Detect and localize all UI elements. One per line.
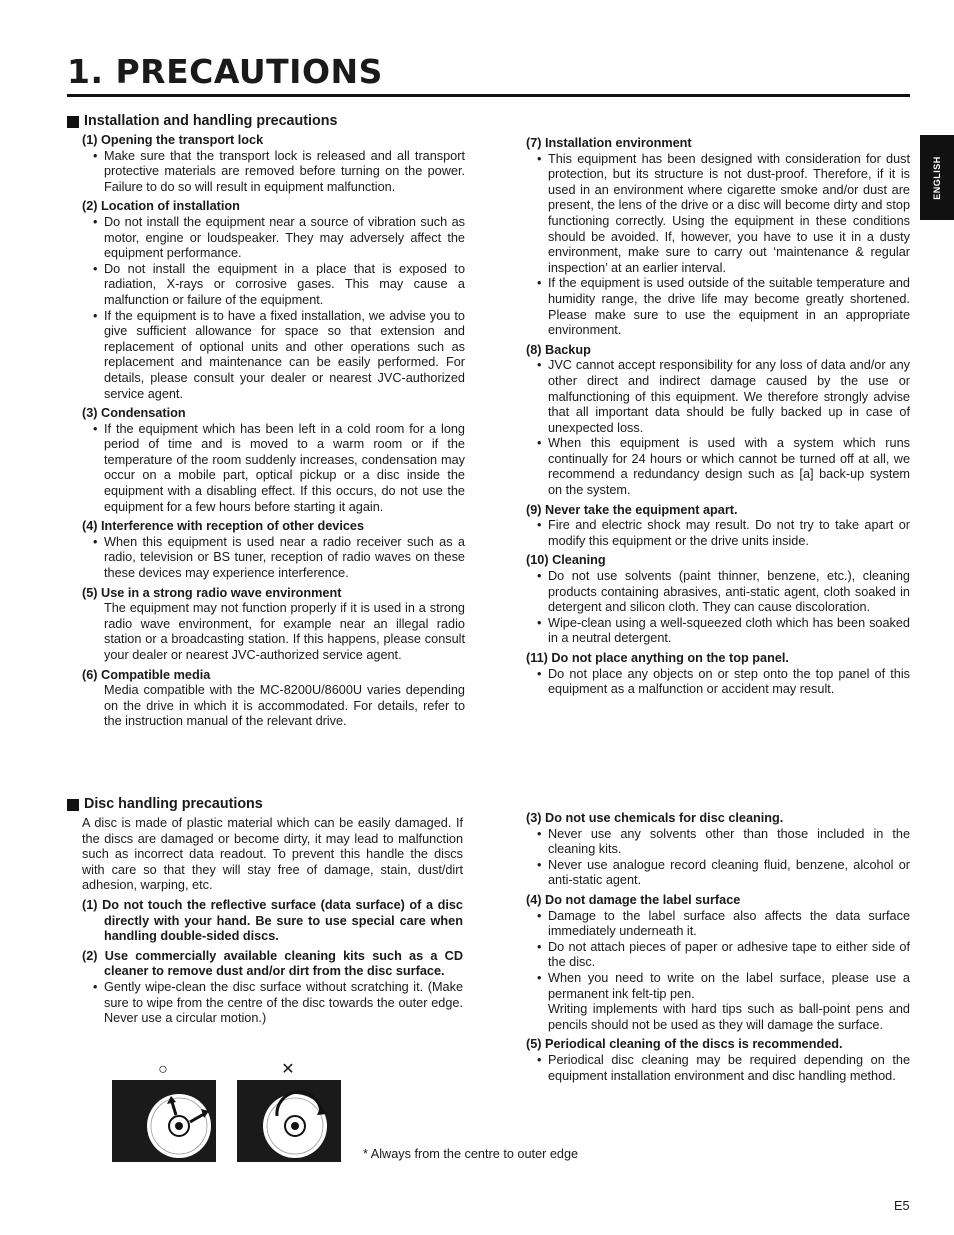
disc-intro: A disc is made of plastic material which can be easily damaged. If the discs are damaged or become dirty, it may lead to malfunction such as incorrect data readout. To prevent this handle the discs with care so that they will stay free of damage, stain, dust/dirt adhesion, warping, etc.: [82, 816, 463, 893]
installation-left-column: [82, 113, 465, 734]
list-item: • If the equipment is used outside of the suitable temperature and humidity range, the drive life may become greatly shortened. Please make sure to use the equipment in an appropriate environment.: [548, 276, 910, 338]
list-item: • Do not install the equipment near a source of vibration such as motor, engine or loudspeaker. They may adversely affect the equipment performance.: [104, 215, 465, 262]
item-cleaning: (10) Cleaning • Do not use solvents (paint thinner, benzene, etc.), cleaning products containing abrasives, anti-static agent, cloth soaked in detergent and silicon cloth. They can cause discoloration. • Wipe-clean using a well-squeezed cloth which has been soaked in a neutral detergent.: [526, 553, 910, 647]
wrong-symbol: ✕: [281, 1061, 295, 1078]
square-bullet-icon: [67, 116, 79, 128]
figure-caption: * Always from the centre to outer edge: [363, 1147, 579, 1161]
list-item: • Never use any solvents other than those included in the cleaning kits.: [548, 827, 910, 858]
language-tab: [920, 135, 954, 220]
square-bullet-icon: [67, 799, 79, 811]
disc-item-no-chemicals: (3) Do not use chemicals for disc cleaning. • Never use any solvents other than those included in the cleaning kits. • Never use analogue record cleaning fluid, benzene, alcohol or anti-static agent.: [526, 811, 910, 889]
list-item: • Do not place any objects on or step onto the top panel of this equipment as a malfunction or accident may result.: [548, 667, 910, 698]
list-item: • When this equipment is used near a radio receiver such as a radio, television or BS tuner, reception of radio waves on these these devices may experience interference.: [104, 535, 465, 582]
list-item: • Never use analogue record cleaning fluid, benzene, alcohol or anti-static agent.: [548, 858, 910, 889]
disc-circular-wipe-icon: [237, 1080, 341, 1162]
item-backup: (8) Backup • JVC cannot accept responsibility for any loss of data and/or any other direct and indirect damage caused by the use or malfunctioning of this equipment. We therefore strongly advise that all important data should be fully backed up in case of unexpected loss. • When this equipment is used with a system which runs continually for 24 hours or which cannot be turned off at all, we recommend a redundancy design such as [a] back-up system on the system.: [526, 343, 910, 499]
disc-item-periodical-cleaning: (5) Periodical cleaning of the discs is recommended. • Periodical disc cleaning may be required depending on the equipment installation environment and disc handling method.: [526, 1037, 910, 1084]
item-compatible-media: (6) Compatible media Media compatible with the MC-8200U/8600U varies depending on the drive in which it is accommodated. For details, refer to the instruction manual of the relevant drive.: [82, 667, 465, 729]
list-item: • This equipment has been designed with consideration for dust protection, but its structure is not dust-proof. Therefore, if it is used in an environment where cigarette smoke and/or dust are present, the lens of the drive or a disc will become dirty and stop functioning correctly. Using the equipment in these conditions should be avoided. If, however, you have to use it in a dusty environment, make sure to carry out ‘maintenance & regular inspection’ at an earlier interval.: [548, 152, 910, 277]
page-number: E5: [894, 1199, 910, 1213]
item-installation-environment: (7) Installation environment • This equipment has been designed with consideration for dust protection, but its structure is not dust-proof. Therefore, if it is used in an environment where cigarette smoke and/or dust are present, the lens of the drive or a disc will become dirty and stop functioning correctly. Using the equipment in these conditions should be avoided. If, however, you have to use it in a dusty environment, make sure to carry out ‘maintenance & regular inspection’ at an earlier interval. • If the equipment is used outside of the suitable temperature and humidity range, the drive life may become greatly shortened. Please make sure to use the equipment in an appropriate environment.: [526, 136, 910, 339]
item-interference: (4) Interference with reception of other devices • When this equipment is used near a radio receiver such as a radio, television or BS tuner, reception of radio waves on these these devices may experience interference.: [82, 519, 465, 581]
list-item: • When this equipment is used with a system which runs continually for 24 hours or which cannot be turned off at all, we recommend a redundancy design such as [a] back-up system on the system.: [548, 436, 910, 498]
list-item: • Do not attach pieces of paper or adhesive tape to either side of the disc.: [548, 940, 910, 971]
wrong-wiping-illustration: [237, 1080, 341, 1162]
disc-item-cleaning-kits: (2) Use commercially available cleaning kits such as a CD cleaner to remove dust and/or dirt from the disc surface. • Gently wipe-clean the disc surface without scratching it. (Make sure to wipe from the centre of the disc towards the outer edge. Never use a circular motion.): [82, 949, 463, 1027]
list-item: • Wipe-clean using a well-squeezed cloth which has been soaked in a neutral detergent.: [548, 616, 910, 647]
item-condensation: (3) Condensation • If the equipment which has been left in a cold room for a long period of time and is moved to a warm room or if the temperature of the room suddenly increases, condensation may occur on a mobile part, optical pickup or a disc inside the equipment with a disabling effect. If this occurs, do not use the equipment for a few hours before starting it again.: [82, 406, 465, 515]
list-item: • Periodical disc cleaning may be required depending on the equipment installation environment and disc handling method.: [548, 1053, 910, 1084]
list-item: • Damage to the label surface also affects the data surface immediately underneath it.: [548, 909, 910, 940]
item-radio-wave: (5) Use in a strong radio wave environment The equipment may not function properly if it is used in a strong radio wave environment, for example near an illegal radio station or a broadcasting station. If this happens, please consult your dealer or nearest JVC-authorized service agent.: [82, 585, 465, 662]
title-rule: [67, 94, 910, 97]
page-title: 1. PRECAUTIONS: [67, 52, 383, 91]
correct-symbol: ○: [158, 1061, 168, 1078]
list-item: • If the equipment is to have a fixed installation, we advise you to give sufficient allowance for space so that extension and replacement of optional units and other operations such as replacement and maintenance can be easily performed. For details, please consult your dealer or nearest JVC-authorized service agent.: [104, 309, 465, 403]
list-item: • Make sure that the transport lock is released and all transport protective materials are removed before turning on the power. Failure to do so will result in equipment malfunction.: [104, 149, 465, 196]
label-surface-note: Writing implements with hard tips such as ball-point pens and pencils should not be used as they will damage the surface.: [548, 1002, 910, 1032]
item-location: (2) Location of installation • Do not install the equipment near a source of vibration such as motor, engine or loudspeaker. They may adversely affect the equipment performance. • Do not install the equipment in a place that is exposed to radiation, X-rays or corrosive gases. This may cause a malfunction or failure of the equipment. • If the equipment is to have a fixed installation, we advise you to give sufficient allowance for space so that extension and replacement of optional units and other operations such as replacement and maintenance can be easily performed. For details, please consult your dealer or nearest JVC-authorized service agent.: [82, 199, 465, 402]
language-tab-label: ENGLISH: [932, 155, 943, 200]
list-item: • Fire and electric shock may result. Do not try to take apart or modify this equipment or the drive units inside.: [548, 518, 910, 549]
list-item: • Do not use solvents (paint thinner, benzene, etc.), cleaning products containing abrasives, anti-static agent, cloth soaked in detergent and silicon cloth. They can cause discoloration.: [548, 569, 910, 616]
installation-right-column: [526, 136, 910, 702]
correct-wiping-illustration: [112, 1080, 216, 1162]
disc-right-column: [526, 811, 910, 1088]
list-item: • Gently wipe-clean the disc surface without scratching it. (Make sure to wipe from the centre of the disc towards the outer edge. Never use a circular motion.): [104, 980, 463, 1027]
disc-item-label-surface: (4) Do not damage the label surface • Damage to the label surface also affects the data surface immediately underneath it. • Do not attach pieces of paper or adhesive tape to either side of the disc. • When you need to write on the label surface, please use a permanent ink felt-tip pen. Writing implements with hard tips such as ball-point pens and pencils should not be used as they will damage the surface.: [526, 893, 910, 1033]
disc-left-column: [82, 796, 463, 1031]
list-item: • If the equipment which has been left in a cold room for a long period of time and is moved to a warm room or if the temperature of the room suddenly increases, condensation may occur on a mobile part, optical pickup or a disc inside the equipment with a disabling effect. If this occurs, do not use the equipment for a few hours before starting it again.: [104, 422, 465, 516]
list-item: • JVC cannot accept responsibility for any loss of data and/or any other direct and indirect damage caused by the use or malfunctioning of this equipment. We therefore strongly advise that all important data should be fully backed up in case of unexpected loss.: [548, 358, 910, 436]
installation-heading: Installation and handling precautions: [67, 113, 465, 130]
disc-heading: Disc handling precautions: [67, 796, 463, 813]
list-item: • Do not install the equipment in a place that is exposed to radiation, X-rays or corrosive gases. This may cause a malfunction or failure of the equipment.: [104, 262, 465, 309]
item-never-take-apart: (9) Never take the equipment apart. • Fire and electric shock may result. Do not try to take apart or modify this equipment or the drive units inside.: [526, 503, 910, 550]
item-transport-lock: (1) Opening the transport lock • Make sure that the transport lock is released and all transport protective materials are removed before turning on the power. Failure to do so will result in equipment malfunction.: [82, 133, 465, 195]
list-item: • When you need to write on the label surface, please use a permanent ink felt-tip pen.: [548, 971, 910, 1002]
item-top-panel: (11) Do not place anything on the top panel. • Do not place any objects on or step onto the top panel of this equipment as a malfunction or accident may result.: [526, 651, 910, 698]
disc-item-do-not-touch: (1) Do not touch the reflective surface (data surface) of a disc directly with your hand. Be sure to use special care when handling double-sided discs.: [82, 897, 463, 944]
disc-radial-wipe-icon: [112, 1080, 216, 1162]
